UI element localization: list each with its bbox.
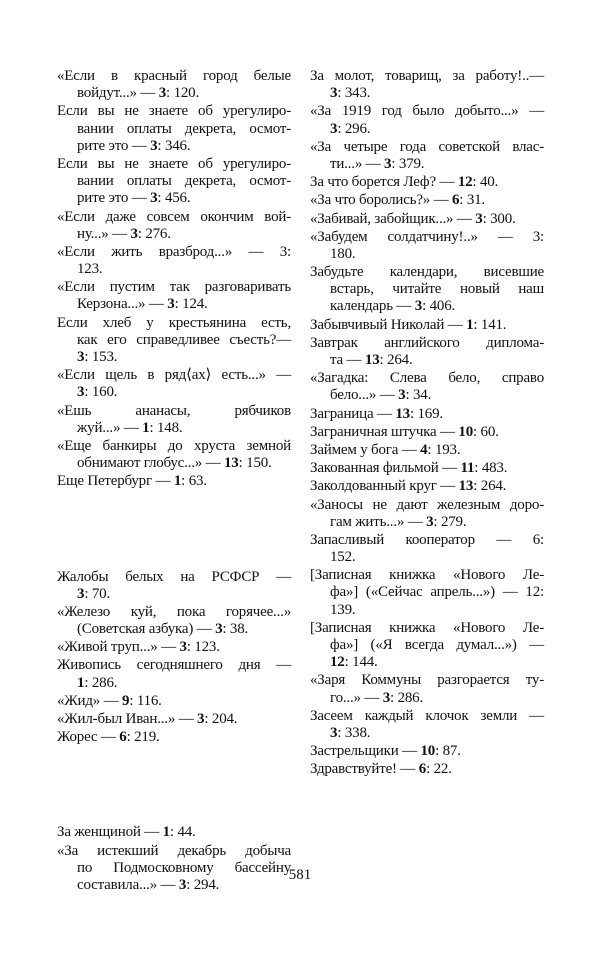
- page-ref: 22.: [433, 761, 452, 778]
- index-entry: [57, 473, 291, 490]
- volume-number: 3: [414, 298, 423, 315]
- page-ref: 338.: [344, 724, 371, 741]
- entry-line: 3: 70.: [77, 585, 110, 602]
- entry-line: та — 13: 264.: [330, 352, 413, 368]
- page-ref: 264.: [387, 352, 413, 368]
- entry-line: [57, 438, 291, 455]
- volume-number: 3: [384, 155, 392, 172]
- entry-text: Еще Петербург —: [57, 473, 174, 490]
- entry-text: Жорес —: [57, 729, 120, 746]
- volume-number: 6: [119, 729, 127, 746]
- entry-text: Забудьте календари, висевшие: [310, 264, 544, 281]
- entry-line: рите это — 3: 456.: [77, 190, 191, 207]
- entry-text: 180.: [330, 245, 356, 262]
- entry-text: «Забивай, забойщик...» —: [310, 210, 476, 227]
- volume-number: 3: [330, 724, 338, 741]
- entry-text: Засеем каждый клочок земли —: [310, 707, 544, 724]
- entry-text: 123.: [77, 261, 103, 278]
- entry-line: Еще Петербург — 1: 63.: [57, 473, 207, 490]
- volume-number: 3: [158, 85, 167, 102]
- volume-number: 12: [457, 174, 473, 191]
- entry-line: [57, 156, 291, 173]
- entry-line: [57, 261, 291, 278]
- entry-text: «Если в красный город белые: [57, 68, 291, 84]
- page-ref: 219.: [134, 729, 160, 746]
- entry-text: «Жид» —: [57, 692, 122, 709]
- index-entry: [310, 174, 544, 191]
- entry-line: [57, 68, 291, 85]
- page-ref: 160.: [91, 384, 118, 401]
- entry-line: [310, 139, 544, 156]
- volume-number: 13: [395, 405, 410, 422]
- entry-line: 3: 338.: [330, 724, 371, 741]
- volume-number: 3: [426, 513, 434, 530]
- index-entry: [310, 370, 544, 404]
- volume-number: 3: [77, 384, 85, 401]
- entry-line: войдут...» — 3: 120.: [77, 85, 200, 102]
- index-entry: [310, 567, 544, 619]
- index-entry: [310, 761, 544, 778]
- entry-text: (Советская азбука) —: [77, 621, 216, 638]
- entry-text: «Если даже совсем окончим вой-: [57, 208, 291, 225]
- entry-text: Жалобы белых на РСФСР —: [57, 568, 291, 585]
- entry-line: 3: 343.: [330, 85, 371, 102]
- entry-text: 139.: [330, 601, 356, 618]
- page-ref: 87.: [442, 743, 461, 760]
- entry-line: Займем у бога — 4: 193.: [310, 441, 461, 458]
- volume-number: 1: [142, 419, 150, 436]
- entry-text: фа»] («Я всегда думал...») —: [330, 637, 544, 653]
- index-entry: [310, 620, 544, 672]
- entry-line: «Жид» — 9: 116.: [57, 692, 162, 709]
- entry-text: Керзона...» —: [77, 296, 168, 313]
- entry-text: как его справедливее съесть?—: [77, 331, 291, 348]
- page-ref: 31.: [466, 192, 485, 209]
- page-ref: 148.: [157, 419, 183, 436]
- entry-text: гам жить...» —: [330, 513, 427, 530]
- volume-number: 1: [466, 316, 474, 333]
- entry-line: Заграница — 13: 169.: [310, 405, 443, 422]
- index-entry: [310, 229, 544, 263]
- entry-line: [57, 121, 291, 138]
- entry-text: бело...» —: [330, 387, 399, 404]
- entry-text: 152.: [330, 549, 356, 566]
- index-entry: [57, 279, 291, 313]
- index-entry: [57, 103, 291, 155]
- entry-text: вании оплаты декрета, осмот-: [77, 120, 291, 137]
- page-ref: 300.: [490, 210, 516, 227]
- volume-number: 6: [451, 192, 460, 209]
- index-entry: [310, 103, 544, 137]
- entry-line: гам жить...» — 3: 279.: [330, 513, 467, 530]
- entry-text: «Забудем солдатчину!..» — 3:: [310, 228, 544, 245]
- page-ref: 294.: [193, 876, 220, 893]
- volume-number: 13: [364, 352, 380, 368]
- page-ref: 169.: [417, 405, 443, 422]
- entry-line: 3: 160.: [77, 384, 118, 401]
- entry-line: го...» — 3: 286.: [330, 689, 424, 706]
- entry-line: 3: 153.: [77, 349, 118, 365]
- index-entry: [57, 711, 291, 728]
- volume-number: 3: [215, 621, 223, 638]
- page-ref: 141.: [480, 316, 507, 333]
- page-ref: 40.: [479, 174, 499, 191]
- entry-text: [Записная книжка «Нового Ле-: [310, 567, 544, 584]
- entry-line: [57, 604, 291, 621]
- volume-number: 1: [77, 674, 85, 691]
- entry-text: Если вы не знаете об урегулиро-: [57, 103, 291, 120]
- entry-text: «Заря Коммуны разгорается ту-: [310, 672, 544, 689]
- entry-text: Заграница —: [310, 405, 396, 422]
- entry-text: Заколдованный круг —: [310, 478, 459, 495]
- entry-text: Забывчивый Николай —: [310, 316, 467, 333]
- page-ref: 63.: [188, 473, 207, 490]
- page-ref: 120.: [173, 85, 200, 102]
- entry-line: Жорес — 6: 219.: [57, 729, 160, 746]
- entry-line: [57, 173, 291, 190]
- entry-line: [57, 279, 291, 296]
- entry-text: рите это —: [77, 190, 151, 207]
- entry-text: «Жил-был Иван...» —: [57, 711, 198, 727]
- entry-line: Керзона...» — 3: 124.: [77, 296, 208, 313]
- index-entry: [57, 693, 291, 710]
- entry-line: [57, 569, 291, 586]
- entry-line: «Жил-был Иван...» — 3: 204.: [57, 711, 238, 727]
- page-ref: 264.: [480, 478, 507, 495]
- section-gap: [57, 747, 291, 824]
- entry-line: 3: 296.: [330, 120, 371, 137]
- page-ref: 204.: [211, 711, 238, 727]
- entry-text: рите это —: [77, 137, 151, 154]
- index-entry: [310, 743, 544, 760]
- entry-text: ну...» —: [77, 225, 131, 242]
- entry-text: «За 1919 год было добыто...» —: [310, 103, 544, 120]
- entry-text: Живопись сегодняшнего дня —: [57, 657, 291, 674]
- volume-number: 4: [420, 441, 428, 458]
- entry-line: бело...» — 3: 34.: [330, 387, 432, 404]
- entry-text: За что борется Леф? —: [310, 174, 458, 191]
- index-entry: [310, 424, 544, 441]
- entry-text: За молот, товарищ, за работу!..—: [310, 68, 544, 84]
- volume-number: 3: [77, 585, 85, 602]
- entry-text: вании оплаты декрета, осмот-: [77, 173, 291, 190]
- index-entry: [57, 367, 291, 401]
- page-ref: 150.: [246, 455, 272, 472]
- page-ref: 406.: [429, 298, 456, 315]
- index-entry: [57, 729, 291, 746]
- volume-number: 12: [330, 654, 345, 671]
- volume-number: 3: [150, 137, 158, 154]
- entry-line: составила...» — 3: 294.: [77, 876, 220, 893]
- entry-text: Если хлеб у крестьянина есть,: [57, 314, 291, 331]
- entry-line: ти...» — 3: 379.: [330, 155, 425, 172]
- entry-text: Закованная фильмой —: [310, 460, 461, 477]
- entry-line: [310, 246, 544, 263]
- index-entry: [310, 672, 544, 706]
- entry-line: «Забивай, забойщик...» — 3: 300.: [310, 210, 516, 227]
- entry-line: «За что боролись?» — 6: 31.: [310, 192, 485, 209]
- page-ref: 34.: [412, 387, 432, 404]
- index-entry: [57, 438, 291, 472]
- page-ref: 193.: [434, 441, 461, 458]
- entry-line: [57, 315, 291, 332]
- page-ref: 286.: [91, 674, 118, 691]
- page-ref: 124.: [182, 296, 208, 313]
- entry-line: жуй...» — 1: 148.: [77, 419, 183, 436]
- entry-text: Застрельщики —: [310, 743, 421, 760]
- volume-number: 3: [398, 387, 406, 404]
- volume-number: 9: [122, 692, 130, 709]
- entry-line: Заколдованный круг — 13: 264.: [310, 478, 507, 495]
- entry-line: [310, 264, 544, 281]
- entry-line: Закованная фильмой — 11: 483.: [310, 460, 508, 477]
- page-ref: 116.: [136, 692, 162, 709]
- entry-line: [57, 103, 291, 120]
- index-entry: [310, 478, 544, 495]
- volume-number: 3: [77, 349, 85, 365]
- index-entry: [57, 657, 291, 691]
- entry-text: Завтрак английского диплома-: [310, 334, 544, 351]
- index-entry: [57, 604, 291, 638]
- entry-line: [57, 403, 291, 420]
- page-ref: 296.: [344, 120, 371, 137]
- entry-text: го...» —: [330, 689, 383, 706]
- page-ref: 70.: [91, 585, 110, 602]
- volume-number: 13: [224, 455, 239, 472]
- entry-text: Займем у бога —: [310, 441, 421, 458]
- page-ref: 279.: [440, 513, 467, 530]
- index-column-left: [57, 68, 291, 895]
- entry-text: «Еще банкиры до хруста земной: [57, 437, 291, 454]
- page-ref: 379.: [398, 155, 425, 172]
- entry-line: календарь — 3: 406.: [330, 298, 456, 315]
- entry-line: [310, 584, 544, 601]
- page-ref: 343.: [344, 85, 371, 102]
- entry-text: За женщиной —: [57, 824, 163, 841]
- volume-number: 10: [458, 423, 473, 440]
- index-entry: [57, 403, 291, 437]
- entry-text: Запасливый кооператор — 6:: [310, 531, 544, 548]
- entry-line: [310, 103, 544, 120]
- page-ref: 276.: [145, 225, 171, 242]
- index-entry: [310, 335, 544, 369]
- entry-line: За что борется Леф? — 12: 40.: [310, 174, 499, 191]
- entry-line: [310, 672, 544, 689]
- entry-text: календарь —: [330, 298, 415, 315]
- section-gap: [57, 492, 291, 569]
- volume-number: 3: [330, 120, 338, 137]
- entry-text: «За что боролись?» —: [310, 192, 452, 209]
- index-entry: [310, 460, 544, 477]
- page-ref: 286.: [397, 689, 424, 706]
- page-ref: 456.: [164, 190, 191, 207]
- index-column-right: [310, 68, 544, 780]
- entry-line: рите это — 3: 346.: [77, 137, 191, 154]
- entry-text: составила...» —: [77, 876, 179, 893]
- index-entry: [310, 264, 544, 316]
- entry-text: «За четыре года советской влас-: [310, 138, 544, 155]
- entry-line: «Живой труп...» — 3: 123.: [57, 639, 220, 656]
- volume-number: 1: [162, 824, 170, 841]
- entry-text: Здравствуйте! —: [310, 761, 419, 778]
- entry-text: «Ешь ананасы, рябчиков: [57, 402, 291, 419]
- page-ref: 38.: [229, 621, 249, 638]
- entry-line: Застрельщики — 10: 87.: [310, 743, 461, 760]
- volume-number: 13: [458, 478, 474, 495]
- volume-number: 3: [179, 639, 187, 656]
- entry-line: За женщиной — 1: 44.: [57, 824, 196, 841]
- index-entry: [310, 532, 544, 566]
- entry-line: [57, 332, 291, 349]
- entry-text: встарь, читайте новый наш: [330, 281, 544, 298]
- index-entry: [310, 317, 544, 334]
- entry-line: [57, 657, 291, 674]
- index-entry: [57, 209, 291, 243]
- index-entry: [57, 824, 291, 841]
- index-entry: [57, 315, 291, 367]
- volume-number: 3: [382, 689, 391, 706]
- index-entry: [57, 68, 291, 102]
- entry-line: [310, 532, 544, 549]
- entry-text: «За истекший декабрь добыча: [57, 842, 291, 859]
- entry-line: [310, 620, 544, 637]
- volume-number: 3: [330, 85, 338, 102]
- entry-text: та —: [330, 352, 365, 368]
- volume-number: 1: [173, 473, 182, 490]
- volume-number: 11: [460, 460, 475, 477]
- entry-text: ти...» —: [330, 155, 385, 172]
- entry-text: «Если щель в ряд⟨ах⟩ есть...» —: [57, 367, 291, 384]
- entry-line: [310, 281, 544, 298]
- entry-text: «Загадка: Слева бело, справо: [310, 370, 544, 387]
- entry-line: (Советская азбука) — 3: 38.: [77, 621, 249, 638]
- volume-number: 10: [420, 743, 436, 760]
- index-entry: [310, 497, 544, 531]
- entry-line: [310, 370, 544, 387]
- entry-line: Забывчивый Николай — 1: 141.: [310, 316, 507, 333]
- volume-number: 3: [475, 210, 483, 227]
- index-entry: [310, 708, 544, 742]
- volume-number: 3: [130, 225, 138, 242]
- entry-line: Заграничная штучка — 10: 60.: [310, 423, 499, 440]
- volume-number: 3: [178, 876, 187, 893]
- entry-text: Заграничная штучка —: [310, 423, 459, 440]
- page-ref: 60.: [480, 423, 499, 440]
- page-ref: 346.: [164, 137, 191, 154]
- entry-text: «Живой труп...» —: [57, 639, 180, 656]
- index-entry: [310, 211, 544, 228]
- entry-line: Здравствуйте! — 6: 22.: [310, 761, 452, 778]
- index-entry: [57, 156, 291, 208]
- entry-line: [310, 549, 544, 566]
- entry-line: 12: 144.: [330, 654, 378, 671]
- volume-number: 3: [197, 711, 205, 727]
- entry-line: [310, 68, 544, 85]
- entry-text: «Если жить вразброд...» — 3:: [57, 243, 291, 260]
- index-entry: [310, 139, 544, 173]
- entry-line: [310, 602, 544, 619]
- page-ref: 123.: [194, 639, 220, 656]
- index-entry: [57, 569, 291, 603]
- entry-line: [310, 335, 544, 352]
- volume-number: 6: [418, 761, 427, 778]
- index-entry: [310, 68, 544, 102]
- index-entry: [57, 639, 291, 656]
- entry-line: [310, 229, 544, 246]
- entry-line: [57, 209, 291, 226]
- page-ref: 153.: [91, 349, 118, 365]
- volume-number: 3: [167, 296, 175, 313]
- entry-line: 1: 286.: [77, 674, 118, 691]
- entry-line: обнимают глобус...» — 13: 150.: [77, 455, 272, 472]
- index-entry: [57, 244, 291, 278]
- entry-text: войдут...» —: [77, 85, 159, 102]
- entry-text: «Если пустим так разговаривать: [57, 279, 291, 296]
- entry-text: обнимают глобус...» —: [77, 455, 224, 472]
- entry-line: [310, 567, 544, 584]
- page-ref: 483.: [481, 460, 508, 477]
- page-ref: 44.: [177, 824, 196, 841]
- entry-line: ну...» — 3: 276.: [77, 225, 171, 242]
- entry-text: Если вы не знаете об урегулиро-: [57, 155, 291, 172]
- index-entry: [310, 442, 544, 459]
- entry-line: [310, 637, 544, 654]
- entry-text: фа»] («Сейчас апрель...») — 12:: [330, 584, 544, 601]
- entry-text: «Железо куй, пока горячее...»: [57, 603, 291, 620]
- entry-text: «Заносы не дают железным доро-: [310, 496, 544, 513]
- entry-text: по Подмосковному бассейну: [77, 859, 291, 876]
- entry-line: [57, 843, 291, 860]
- entry-line: [310, 708, 544, 725]
- entry-line: [57, 244, 291, 261]
- volume-number: 3: [150, 190, 158, 207]
- entry-line: [310, 497, 544, 514]
- page-ref: 144.: [352, 654, 378, 671]
- entry-text: жуй...» —: [77, 419, 143, 436]
- index-entry: [310, 406, 544, 423]
- page-number: 581: [288, 867, 312, 883]
- entry-text: [Записная книжка «Нового Ле-: [310, 619, 544, 636]
- entry-line: [57, 367, 291, 384]
- index-entry: [310, 192, 544, 209]
